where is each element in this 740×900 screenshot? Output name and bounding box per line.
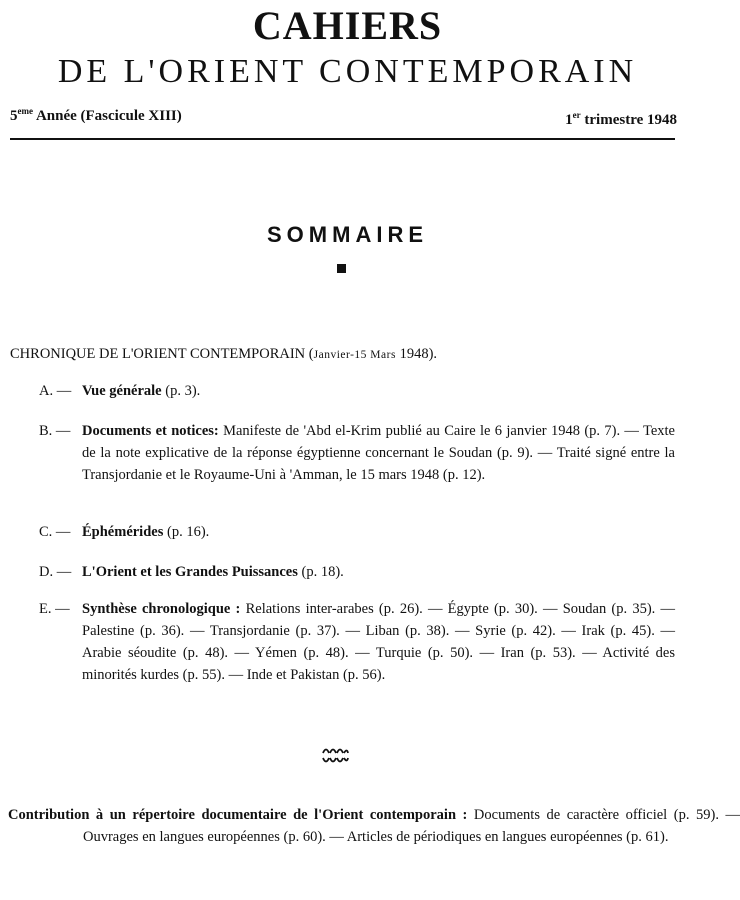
issue-trimester: 1er trimestre 1948 <box>565 110 677 128</box>
issue-year: 5eme Année (Fascicule XIII) <box>10 106 182 124</box>
section-e: E. — Synthèse chronologique : Relations inter-arabes (p. 26). — Égypte (p. 30). — Soudan (p. 35). — Palestine (p. 36). — Transjordanie (p. 37). — Liban (p. 38). — Syrie (p. 42). — Irak (p. 45). — Arabie séoudite (p. 48). — Yémen (p. 48). — Turquie (p. 50). — Iran (p. 53). — Activité des minorités kurdes (p. 55). — Inde et Pakistan (p. 56). <box>39 601 675 683</box>
fleuron-ornament <box>320 744 350 766</box>
section-a: A. — Vue générale (p. 3). <box>39 383 201 399</box>
sommaire-heading: SOMMAIRE <box>267 222 428 247</box>
journal-subtitle: DE L'ORIENT CONTEMPORAIN <box>57 53 638 90</box>
journal-title: CAHIERS <box>252 3 443 48</box>
section-c: C. — Éphémérides (p. 16). <box>39 524 210 540</box>
contribution-paragraph: Contribution à un répertoire documentaire de l'Orient contemporain : Documents de caractère officiel (p. 59). — Ouvrages en langues européennes (p. 60). — Articles de périodiques en langues européennes (p. 61). <box>8 807 740 845</box>
header-rule <box>10 138 675 140</box>
section-d: D. — L'Orient et les Grandes Puissances (p. 18). <box>39 564 344 580</box>
section-b: B. — Documents et notices: Manifeste de 'Abd el-Krim publié au Caire le 6 janvier 1948 (p. 7). — Texte de la note explicative de la réponse égyptienne concernant le Soudan (p. 9). — Traité signé entre la Transjordanie et le Royaume-Uni à 'Amman, le 15 mars 1948 (p. 12). <box>39 423 675 483</box>
square-ornament <box>337 264 346 273</box>
chronique-heading: CHRONIQUE DE L'ORIENT CONTEMPORAIN (Janvier-15 Mars 1948). <box>10 346 438 362</box>
